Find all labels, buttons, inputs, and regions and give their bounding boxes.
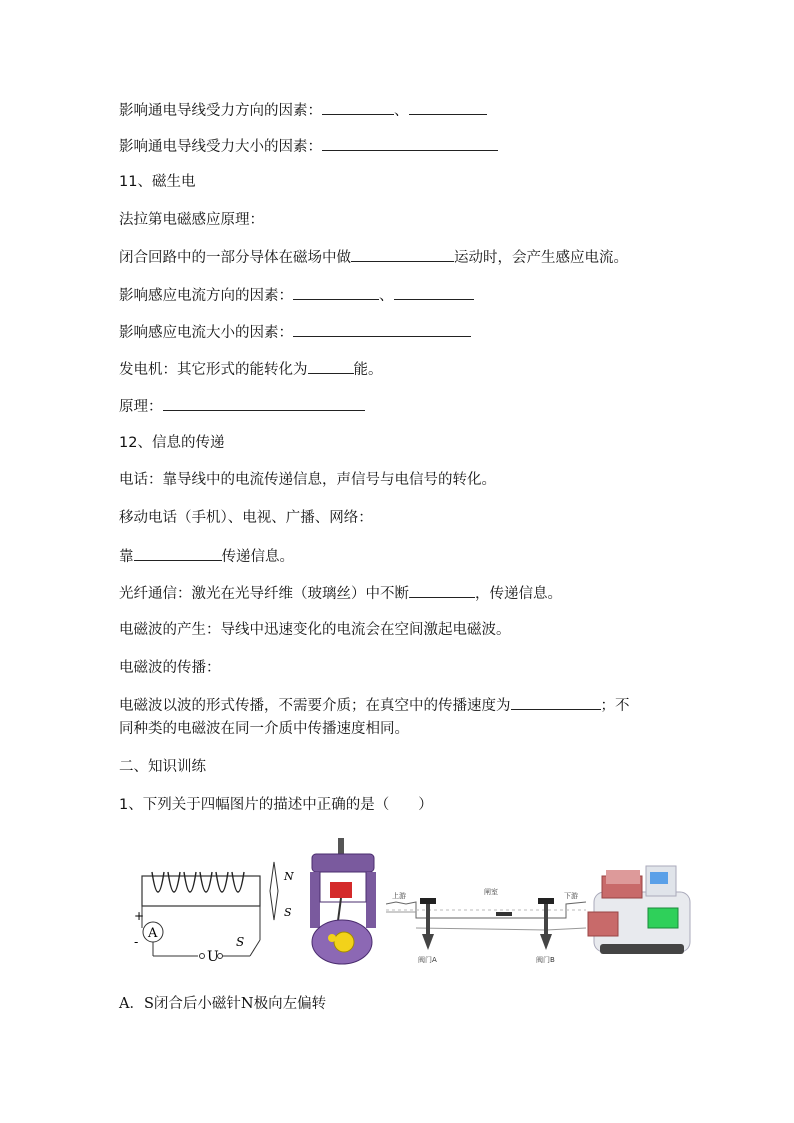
svg-text:S: S — [236, 935, 245, 949]
solenoid-circuit-figure — [132, 840, 302, 970]
line-faraday: 法拉第电磁感应原理： — [119, 212, 264, 228]
blank[interactable] — [293, 285, 379, 300]
line-current-magnitude: 影响感应电流大小的因素： — [119, 322, 471, 343]
line-em-propagation: 电磁波的传播： — [119, 660, 221, 676]
heading-11: 11、磁生电 — [119, 174, 196, 190]
svg-text:N: N — [284, 870, 294, 883]
blank[interactable] — [134, 546, 222, 561]
blank[interactable] — [351, 247, 454, 262]
engine-cylinder-figure — [300, 838, 386, 968]
blank[interactable] — [308, 359, 354, 374]
line-em-same-speed: 同种类的电磁波在同一介质中传播速度相同。 — [119, 721, 409, 737]
svg-text:阀门A: 阀门A — [418, 956, 437, 964]
blank[interactable] — [163, 396, 365, 411]
blank[interactable] — [409, 583, 475, 598]
line-mobile: 移动电话（手机）、电视、广播、网络： — [119, 510, 373, 526]
blank[interactable] — [511, 695, 601, 710]
line-closed-circuit: 闭合回路中的一部分导体在磁场中做 运动时，会产生感应电流。 — [119, 247, 628, 268]
svg-text:上游: 上游 — [392, 892, 406, 900]
line-fiber: 光纤通信：激光在光导纤维（玻璃丝）中不断 ，传递信息。 — [119, 583, 562, 604]
ship-lock-figure — [386, 840, 586, 970]
svg-text:阀门B: 阀门B — [536, 956, 555, 964]
svg-text:A: A — [148, 926, 158, 941]
svg-text:+: + — [134, 909, 145, 923]
svg-text:下游: 下游 — [564, 892, 578, 900]
line-current-direction: 影响感应电流方向的因素： 、 — [119, 285, 474, 306]
question-1: 1、下列关于四幅图片的描述中正确的是（ ） — [119, 797, 433, 813]
line-rely: 靠 传递信息。 — [119, 546, 294, 567]
blank[interactable] — [293, 322, 471, 337]
line-principle: 原理： — [119, 396, 365, 417]
blank[interactable] — [394, 285, 474, 300]
option-a: A．S闭合后小磁针N极向左偏转 — [119, 996, 327, 1012]
line-em-generation: 电磁波的产生：导线中迅速变化的电流会在空间激起电磁波。 — [119, 622, 511, 638]
heading-12: 12、信息的传递 — [119, 435, 225, 451]
line-force-direction: 影响通电导线受力方向的因素： 、 — [119, 100, 487, 121]
svg-text:U: U — [207, 949, 219, 965]
line-force-magnitude: 影响通电导线受力大小的因素： — [119, 136, 498, 157]
svg-text:-: - — [134, 935, 139, 949]
svg-text:闸室: 闸室 — [484, 888, 498, 896]
blank[interactable] — [322, 136, 498, 151]
heading-training: 二、知识训练 — [119, 759, 206, 775]
line-em-speed: 电磁波以波的形式传播，不需要介质；在真空中的传播速度为 ；不 — [119, 695, 630, 716]
line-telephone: 电话：靠导线中的电流传递信息，声信号与电信号的转化。 — [119, 472, 496, 488]
blank[interactable] — [409, 100, 487, 115]
svg-text:S: S — [284, 906, 292, 919]
counting-machine-figure — [586, 858, 698, 962]
line-generator: 发电机：其它形式的能转化为 能。 — [119, 359, 383, 380]
blank[interactable] — [322, 100, 394, 115]
